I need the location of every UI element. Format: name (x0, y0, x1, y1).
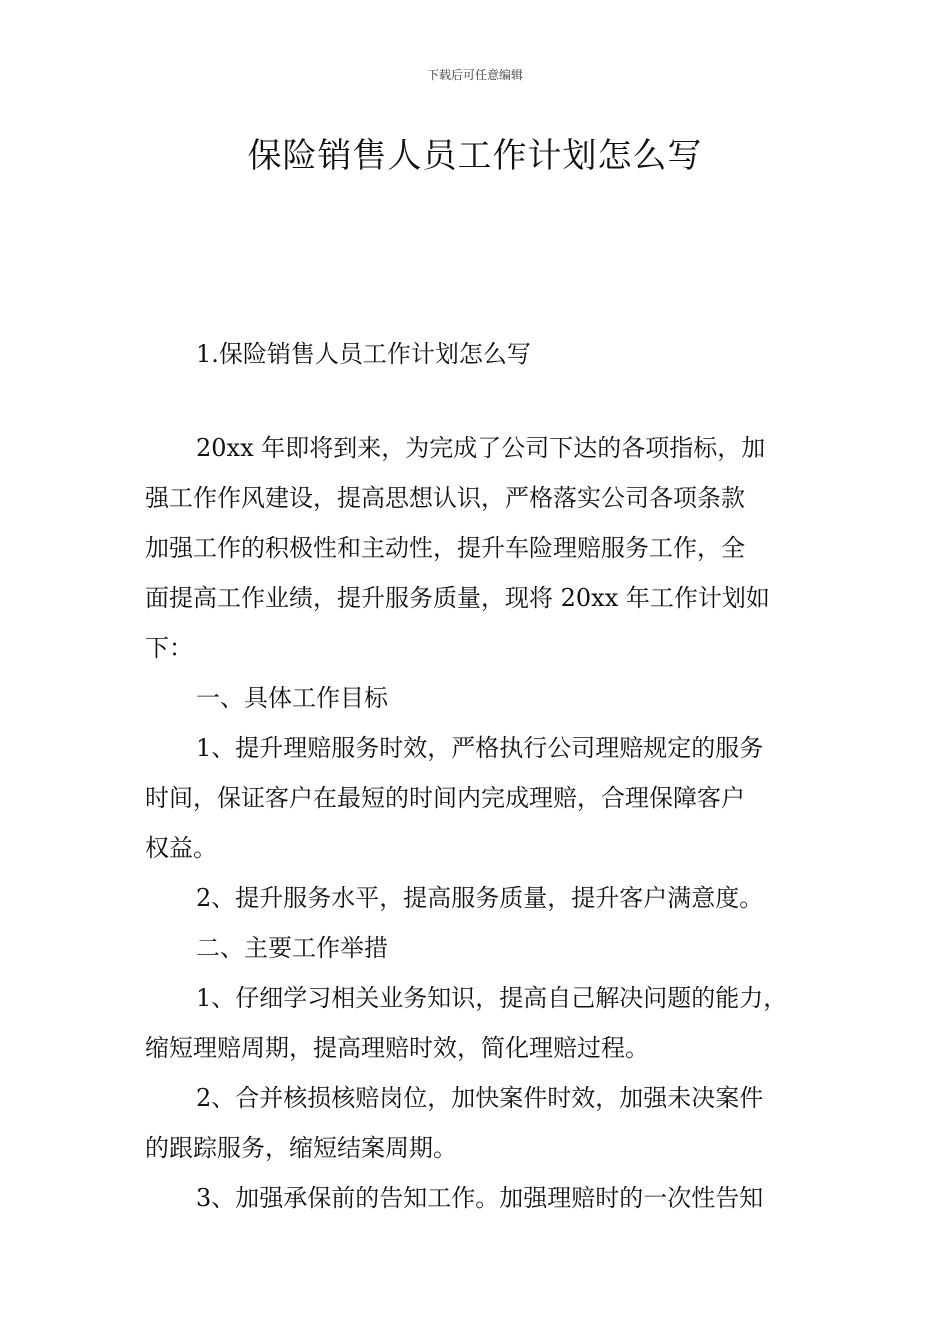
document-title: 保险销售人员工作计划怎么写 (247, 136, 703, 176)
body-line: 20xx 年即将到来，为完成了公司下达的各项指标，加 (196, 434, 766, 462)
body-line: 2、提升服务水平，提高服务质量，提升客户满意度。 (196, 884, 764, 912)
document-body (145, 423, 825, 1223)
body-line: 权益。 (145, 834, 217, 862)
page-header-note: 下载后可任意编辑 (426, 68, 523, 82)
body-line: 加强工作的积极性和主动性，提升车险理赔服务工作，全 (145, 534, 745, 562)
body-line: 面提高工作业绩，提升服务质量，现将 20xx 年工作计划如 (145, 584, 770, 612)
body-line: 1、仔细学习相关业务知识，提高自己解决问题的能力， (196, 984, 788, 1012)
body-line: 时间，保证客户在最短的时间内完成理赔，合理保障客户 (145, 784, 745, 812)
body-line: 二、主要工作举措 (196, 934, 388, 962)
body-line: 的跟踪服务，缩短结案周期。 (145, 1134, 457, 1162)
body-line: 3、加强承保前的告知工作。加强理赔时的一次性告知 (196, 1184, 764, 1212)
body-line: 强工作作风建设，提高思想认识，严格落实公司各项条款 (145, 484, 745, 512)
section-heading: 1.保险销售人员工作计划怎么写 (196, 340, 531, 368)
body-line: 2、合并核损核赔岗位，加快案件时效，加强未决案件 (196, 1084, 764, 1112)
body-line: 缩短理赔周期，提高理赔时效，简化理赔过程。 (145, 1034, 649, 1062)
body-line: 下： (145, 634, 193, 662)
body-line: 一、具体工作目标 (196, 684, 388, 712)
body-line: 1、提升理赔服务时效，严格执行公司理赔规定的服务 (196, 734, 764, 762)
